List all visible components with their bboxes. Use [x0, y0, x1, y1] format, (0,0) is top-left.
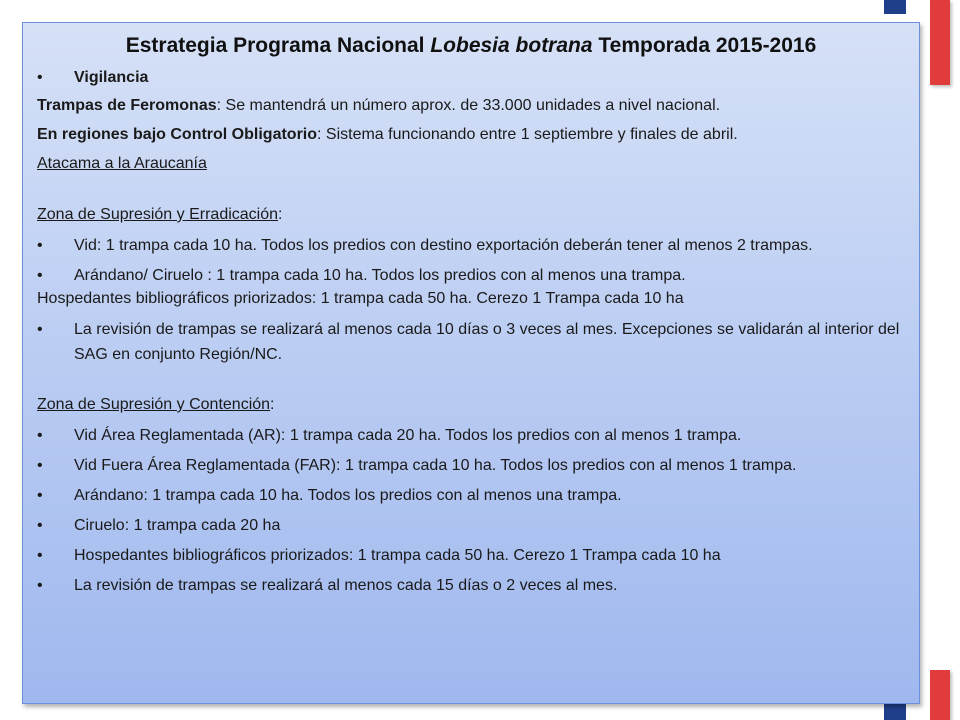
hospedantes-continuation: Hospedantes bibliográficos priorizados: 1 trampa cada 50 ha. Cerezo 1 Trampa cada 10 ha [37, 290, 684, 307]
list-item: • Vid: 1 trampa cada 10 ha. Todos los predios con destino exportación deberán tener al menos 2 trampas. [37, 233, 905, 258]
spacer [37, 182, 905, 204]
title-species: Lobesia botrana [430, 34, 593, 57]
list-item: • Vid Fuera Área Reglamentada (FAR): 1 trampa cada 10 ha. Todos los predios con al menos 1 trampa. [37, 453, 905, 478]
trampas-label: Trampas de Feromonas [37, 97, 217, 114]
zona-erradicacion-label: Zona de Supresión y Erradicación [37, 206, 279, 223]
list-item: • La revisión de trampas se realizará al menos cada 15 días o 2 veces al mes. [37, 573, 905, 598]
list-item: • Vid Área Reglamentada (AR): 1 trampa cada 20 ha. Todos los predios con al menos 1 trampa. [37, 423, 905, 448]
spacer [37, 372, 905, 394]
slide-title [37, 31, 905, 61]
list-item: • Ciruelo: 1 trampa cada 20 ha [37, 513, 905, 538]
zona-contencion-colon: : [270, 396, 275, 413]
title-text: Estrategia Programa Nacional [125, 34, 431, 57]
trampas-text: : Se mantendrá un número aprox. de 33.000 unidades a nivel nacional. [216, 97, 721, 114]
content-panel [22, 22, 920, 704]
vigilancia-label: Vigilancia [74, 69, 149, 86]
trampas-line [37, 95, 905, 117]
list-item: • Arándano: 1 trampa cada 10 ha. Todos los predios con al menos una trampa. [37, 483, 905, 508]
atacama-label: Atacama a la Araucanía [37, 155, 207, 172]
zona-contencion-heading [37, 394, 905, 416]
list-item: • Arándano/ Ciruelo : 1 trampa cada 10 ha. Todos los predios con al menos una trampa. [37, 263, 905, 288]
regiones-label: En regiones bajo Control Obligatorio [37, 126, 318, 143]
regiones-text: : Sistema funcionando entre 1 septiembre y finales de abril. [317, 126, 738, 143]
regiones-line [37, 124, 905, 146]
flag-red-bar-bottom [930, 670, 950, 720]
zona-erradicacion-heading [37, 204, 905, 226]
zona-erradicacion-colon: : [278, 206, 283, 223]
flag-red-bar-top [930, 0, 950, 85]
atacama-heading [37, 153, 905, 175]
bullet-vigilancia [37, 65, 905, 90]
zona-contencion-label: Zona de Supresión y Contención [37, 396, 271, 413]
list-item: • Hospedantes bibliográficos priorizados: 1 trampa cada 50 ha. Cerezo 1 Trampa cada 10 ha [37, 543, 905, 568]
title-season: Temporada 2015-2016 [592, 34, 817, 57]
list-item: • La revisión de trampas se realizará al menos cada 10 días o 3 veces al mes. Excepciones se validarán al interior del SAG en conjunto Región/NC. [37, 317, 905, 367]
flag-blue-bar-top [884, 0, 906, 14]
